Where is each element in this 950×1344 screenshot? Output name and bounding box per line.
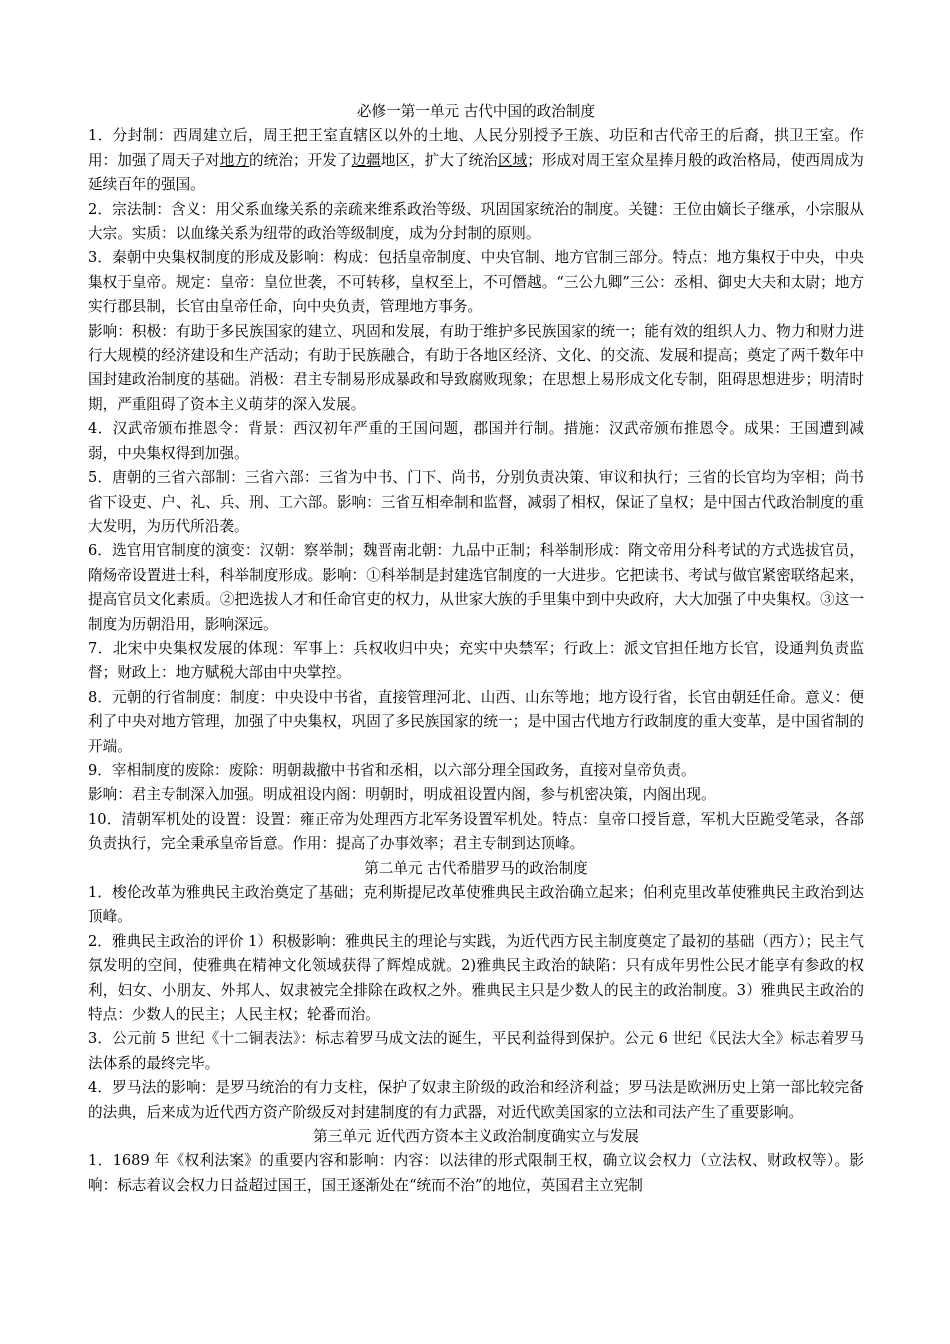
unit2-title: 第二单元 古代希腊罗马的政治制度 — [364, 859, 588, 877]
unit2-paragraph-4: 4．罗马法的影响：是罗马统治的有力支柱，保护了奴隶主阶级的政治和经济利益；罗马法是欧洲历史上第一部比较完备的法典，后来成为近代西方资产阶级反对封建制度的有力武器，对近代欧美国家的立法和司法产生了重要影响。 — [88, 1079, 864, 1121]
unit1-paragraph-3: 3．秦朝中央集权制度的形成及影响：构成：包括皇帝制度、中央官制、地方官制三部分。特点：地方集权于中央，中央集权于皇帝。规定：皇帝：皇位世袭，不可转移，皇权至上，不可僭越。“三公九卿”三公：丞相、御史大夫和太尉；地方实行郡县制，长官由皇帝任命，向中央负责，管理地方事务。 — [88, 249, 864, 316]
unit1-paragraph-8: 7．北宋中央集权发展的体现：军事上：兵权收归中央；充实中央禁军；行政上：派文官担任地方长官，设通判负责监督；财政上：地方赋税大部由中央掌控。 — [88, 639, 864, 682]
unit1-paragraph-6: 5．唐朝的三省六部制：三省六部：三省为中书、门下、尚书，分别负责决策、审议和执行；三省的长官均为宰相；尚书省下设吏、户、礼、兵、刑、工六部。影响：三省互相牵制和监督，减弱了相权，保证了皇权；是中国古代政治制度的重大发明，为历代所沿袭。 — [88, 469, 864, 535]
unit1-p1-text-c: 地区，扩大了统治 — [380, 151, 498, 169]
unit2-paragraph-1: 1．梭伦改革为雅典民主政治奠定了基础；克利斯提尼改革使雅典民主政治确立起来；伯利克里改革使雅典民主政治到达顶峰。 — [88, 884, 864, 926]
unit1-p1-text-a: 1．分封制：西周建立后，周王把王室直辖区以外的土地、人民分别授予王族、功臣和古代帝王的后裔，拱卫王室。作用：加强了周天子对 — [88, 127, 864, 169]
unit1-p1-text-d: ；形成对周王室众星捧月般的政治格局，使西周成为延续百年的强国。 — [88, 151, 864, 194]
unit3-paragraph-1: 1．1689 年《权利法案》的重要内容和影响：内容：以法律的形式限制王权，确立议会权力（立法权、财政权等）。影响：标志着议会权力日益超过国王，国王逐渐处在“统而不治”的地位，英国君主立宪制 — [88, 1152, 864, 1194]
unit1-title: 必修一第一单元 古代中国的政治制度 — [356, 103, 596, 120]
unit1-paragraph-9: 8．元朝的行省制度：制度：中央设中书省，直接管理河北、山西、山东等地；地方设行省，长官由朝廷任命。意义：便利了中央对地方管理，加强了中央集权，巩固了多民族国家的统一；是中国古代地方行政制度的重大变革，是中国省制的开端。 — [88, 688, 864, 755]
underlined-term-quyu: 区域 — [497, 151, 528, 169]
unit1-paragraph-11: 影响：君主专制深入加强。明成祖设内阁：明朝时，明成祖设置内阁，参与机密决策，内阁出现。 — [88, 786, 716, 804]
unit2-paragraph-3: 3．公元前 5 世纪《十二铜表法》：标志着罗马成文法的诞生，平民利益得到保护。公元 6 世纪《民法大全》标志着罗马法体系的最终完毕。 — [88, 1030, 864, 1072]
unit2-paragraph-2: 2．雅典民主政治的评价 1）积极影响：雅典民主的理论与实践，为近代西方民主制度奠定了最初的基础（西方）；民主气氛发明的空间，使雅典在精神文化领域获得了辉煌成就。2)雅典民主政治的缺陷：只有成年男性公民才能享有参政的权利，妇女、小朋友、外邦人、奴隶被完全排除在政权之外。雅典民主只是少数人的民主的政治制度。3）雅典民主政治的特点：少数人的民主；人民主权；轮番而治。 — [88, 932, 864, 1024]
unit1-paragraph-10: 9．宰相制度的废除：废除：明朝裁撤中书省和丞相，以六部分理全国政务，直接对皇帝负责。 — [88, 761, 696, 779]
unit1-paragraph-5: 4．汉武帝颁布推恩令：背景：西汉初年严重的王国问题，郡国并行制。措施：汉武帝颁布推恩令。成果：王国遭到减弱，中央集权得到加强。 — [88, 420, 864, 462]
unit1-paragraph-7: 6．选官用官制度的演变：汉朝：察举制；魏晋南北朝：九品中正制；科举制形成：隋文帝用分科考试的方式选拔官员，隋炀帝设置进士科，科举制度形成。影响：①科举制是封建选官制度的一大进步。它把读书、考试与做官紧密联络起来，提高官员文化素质。②把选拔人才和任命官吏的权力，从世家大族的手里集中到中央政府，大大加强了中央集权。③这一制度为历朝沿用，影响深远。 — [88, 542, 864, 633]
underlined-term-bianjiang: 边疆 — [351, 151, 381, 169]
unit1-paragraph-12: 10．清朝军机处的设置：设置：雍正帝为处理西方北军务设置军机处。特点：皇帝口授旨意，军机大臣跪受笔录，各部负责执行，完全秉承皇帝旨意。作用：提高了办事效率；君主专制到达顶峰。 — [88, 810, 864, 853]
unit1-paragraph-4: 影响：积极：有助于多民族国家的建立、巩固和发展，有助于维护多民族国家的统一；能有效的组织人力、物力和财力进行大规模的经济建设和生产活动；有助于民族融合，有助于各地区经济、文化、的交流、发展和提高；奠定了两千数年中国封建政治制度的基础。消极：君主专制易形成暴政和导致腐败现象；在思想上易形成文化专制，阻碍思想进步；明清时期，严重阻碍了资本主义萌芽的深入发展。 — [88, 322, 864, 413]
unit1-paragraph-2: 2．宗法制：含义：用父系血缘关系的亲疏来维系政治等级、巩固国家统治的制度。关键：王位由嫡长子继承，小宗服从大宗。实质：以血缘关系为纽带的政治等级制度，成为分封制的原则。 — [88, 200, 864, 243]
underlined-term-difang: 地方 — [219, 151, 250, 169]
document-page — [88, 100, 864, 1198]
unit1-p1-text-b: 的统治；开发了 — [249, 151, 352, 169]
unit3-title: 第三单元 近代西方资本主义政治制度确实立与发展 — [313, 1128, 639, 1146]
unit1-paragraph-1 — [88, 124, 864, 197]
